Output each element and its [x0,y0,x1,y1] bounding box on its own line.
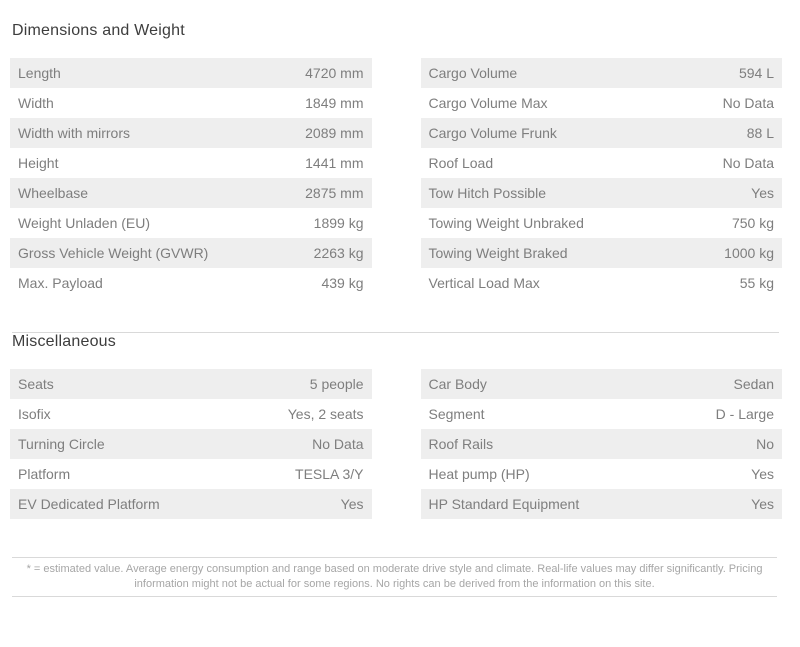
spec-value: 1441 mm [305,155,364,171]
spec-value: 55 kg [739,275,774,291]
spec-label: Car Body [428,376,487,392]
spec-label: Width [18,95,54,111]
spec-label: Height [18,155,59,171]
section-title-miscellaneous: Miscellaneous [12,333,116,350]
spec-row [421,238,783,268]
spec-row [421,178,783,208]
spec-value: Yes, 2 seats [287,406,364,422]
spec-row [421,88,783,118]
spec-label: EV Dedicated Platform [18,496,160,512]
spec-row [10,58,372,88]
spec-row [10,118,372,148]
spec-value: 2263 kg [313,245,364,261]
spec-row [10,238,372,268]
spec-label: Platform [18,466,71,482]
section-dimensions-and-weight [10,22,782,298]
spec-value: 2089 mm [305,125,364,141]
spec-label: Turning Circle [18,436,105,452]
spec-value: No Data [312,436,364,452]
spec-label: Tow Hitch Possible [428,185,546,201]
spec-row [421,58,783,88]
spec-label: Max. Payload [18,275,103,291]
spec-row [10,459,372,489]
spec-row [10,148,372,178]
spec-value: Sedan [733,376,774,392]
spec-row [421,118,783,148]
spec-label: Cargo Volume Frunk [428,125,557,141]
spec-label: Heat pump (HP) [428,466,530,482]
spec-value: TESLA 3/Y [295,466,364,482]
spec-columns [10,369,782,519]
spec-row [421,459,783,489]
spec-label: Towing Weight Braked [428,245,568,261]
spec-row [10,88,372,118]
spec-label: Vertical Load Max [428,275,540,291]
spec-value: 750 kg [731,215,774,231]
spec-value: Yes [340,496,364,512]
spec-value: 1899 kg [313,215,364,231]
spec-label: Seats [18,376,54,392]
spec-table-left [10,58,372,298]
spec-row [10,429,372,459]
spec-value: D - Large [715,406,774,422]
spec-value: 4720 mm [305,65,364,81]
spec-label: Isofix [18,406,51,422]
spec-label: Gross Vehicle Weight (GVWR) [18,245,209,261]
spec-label: Segment [428,406,485,422]
spec-value: 1849 mm [305,95,364,111]
spec-value: Yes [751,185,774,201]
spec-value: 5 people [309,376,364,392]
spec-row [421,208,783,238]
spec-row [10,369,372,399]
spec-row [421,399,783,429]
spec-label: Roof Load [428,155,494,171]
spec-label: Wheelbase [18,185,89,201]
spec-row [10,208,372,238]
spec-value: 1000 kg [724,245,774,261]
spec-row [10,489,372,519]
spec-label: Length [18,65,61,81]
spec-value: Yes [751,466,774,482]
spec-label: Roof Rails [428,436,494,452]
spec-value: 88 L [746,125,774,141]
spec-row [10,399,372,429]
spec-row [10,178,372,208]
spec-label: Cargo Volume Max [428,95,548,111]
spec-label: HP Standard Equipment [428,496,580,512]
spec-table-left [10,369,372,519]
section-miscellaneous [10,333,782,519]
spec-table-right [421,58,783,298]
spec-columns [10,58,782,298]
spec-value: No Data [722,95,774,111]
spec-value: 594 L [738,65,774,81]
spec-value: Yes [751,496,774,512]
section-title-dimensions-and-weight: Dimensions and Weight [12,22,185,39]
spec-label: Towing Weight Unbraked [428,215,584,231]
disclaimer-note: * = estimated value. Average energy consumption and range based on moderate drive style and climate. Real-life values may differ significantly. Pricing information might not be actual for some regions. No rights can be derived from the information on this site. [12,557,777,597]
spec-row [421,148,783,178]
spec-label: Width with mirrors [18,125,131,141]
spec-row [421,369,783,399]
spec-row [10,268,372,298]
spec-table-right [421,369,783,519]
spec-value: 439 kg [321,275,364,291]
spec-value: 2875 mm [305,185,364,201]
spec-row [421,429,783,459]
spec-label: Cargo Volume [428,65,518,81]
spec-value: No [756,436,774,452]
spec-value: No Data [722,155,774,171]
spec-label: Weight Unladen (EU) [18,215,151,231]
spec-row [421,268,783,298]
spec-row [421,489,783,519]
